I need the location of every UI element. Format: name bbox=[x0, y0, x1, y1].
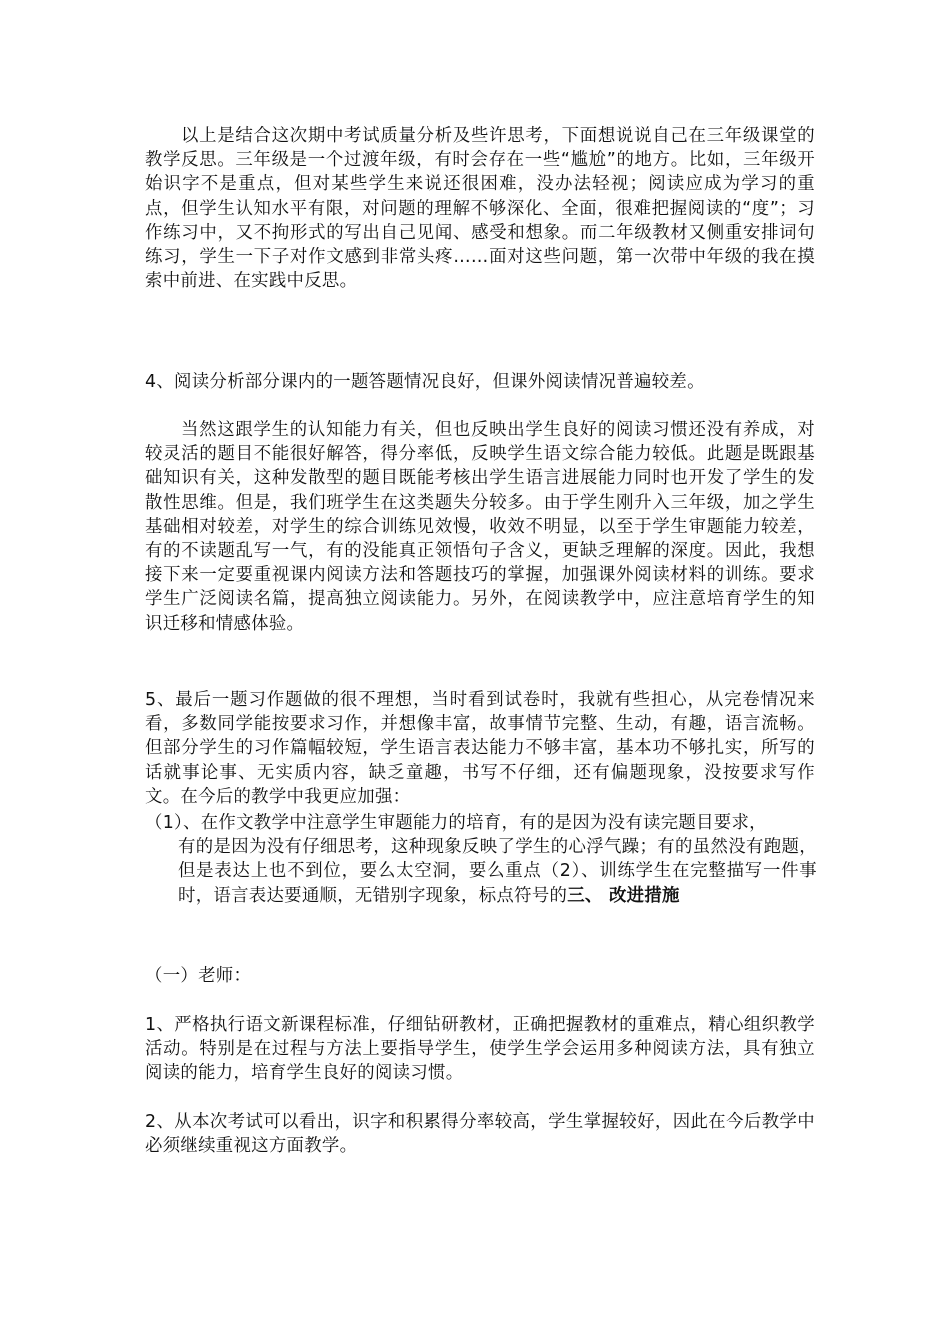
heading-teacher: （一）老师： bbox=[145, 966, 252, 986]
paragraph-item-5-writing: 5、最后一题习作题做的很不理想，当时看到试卷时，我就有些担心，从完卷情况来看，多数同学能按要求习作，并想像丰富，故事情节完整、生动，有趣，语言流畅。但部分学生的习作篇幅较短，学生语言表达能力不够丰富，基本功不够扎实，所写的话就事论事、无实质内容，缺乏童趣，书写不仔细，还有偏题现象，没按要求写作文。在今后的教学中我更应加强： bbox=[145, 690, 815, 807]
section-three-heading: 三、 改进措施 bbox=[567, 885, 680, 906]
paragraph-reading-analysis: 当然这跟学生的认知能力有关，但也反映出学生良好的阅读习惯还没有养成，对较灵活的题目不能很好解答，得分率低，反映学生语文综合能力较低。此题是既跟基础知识有关，这种发散型的题目既能考核出学生语言进展能力同时也开发了学生的发散性思维。但是，我们班学生在这类题失分较多。由于学生刚升入三年级，加之学生基础相对较差，对学生的综合训练见效慢，收效不明显，以至于学生审题能力较差，有的不读题乱写一气，有的没能真正领悟句子含义，更缺乏理解的深度。因此，我想接下来一定要重视课内阅读方法和答题技巧的掌握，加强课外阅读材料的训练。要求学生广泛阅读名篇，提高独立阅读能力。另外，在阅读教学中，应注意培育学生的知识迁移和情感体验。 bbox=[145, 420, 815, 634]
paragraph-sub-item-1 bbox=[145, 811, 817, 908]
paragraph-item-4-heading: 4、阅读分析部分课内的一题答题情况良好，但课外阅读情况普遍较差。 bbox=[145, 372, 705, 392]
paragraph-measure-1: 1、严格执行语文新课程标准，仔细钻研教材，正确把握教材的重难点，精心组织教学活动。特别是在过程与方法上要指导学生，使学生学会运用多种阅读方法，具有独立阅读的能力，培育学生良好的阅读习惯。 bbox=[145, 1015, 815, 1084]
paragraph-reflection: 以上是结合这次期中考试质量分析及些许思考，下面想说说自己在三年级课堂的教学反思。三年级是一个过渡年级，有时会存在一些“尴尬”的地方。比如，三年级开始识字不是重点，但对某些学生来说还很困难，没办法轻视；阅读应成为学习的重点，但学生认知水平有限，对问题的理解不够深化、全面，很难把握阅读的“度”；习作练习中，又不拘形式的写出自己见闻、感受和想象。而二年级教材又侧重安排词句练习，学生一下子对作文感到非常头疼……面对这些问题，第一次带中年级的我在摸索中前进、在实践中反思。 bbox=[145, 126, 815, 292]
sub-item-1-body: 有的是因为没有仔细思考，这种现象反映了学生的心浮气躁；有的虽然没有跑题，但是表达上也不到位，要么太空洞，要么重点（2）、训练学生在完整描写一件事时，语言表达要通顺，无错别字现象，标点符号的 bbox=[178, 837, 817, 906]
sub-item-1-first-line: （1）、在作文教学中注意学生审题能力的培育，有的是因为没有读完题目要求， bbox=[145, 813, 767, 833]
sub-item-1-continuation bbox=[145, 835, 817, 908]
paragraph-measure-2: 2、从本次考试可以看出，识字和积累得分率较高，学生掌握较好，因此在今后教学中必须继续重视这方面教学。 bbox=[145, 1112, 815, 1157]
